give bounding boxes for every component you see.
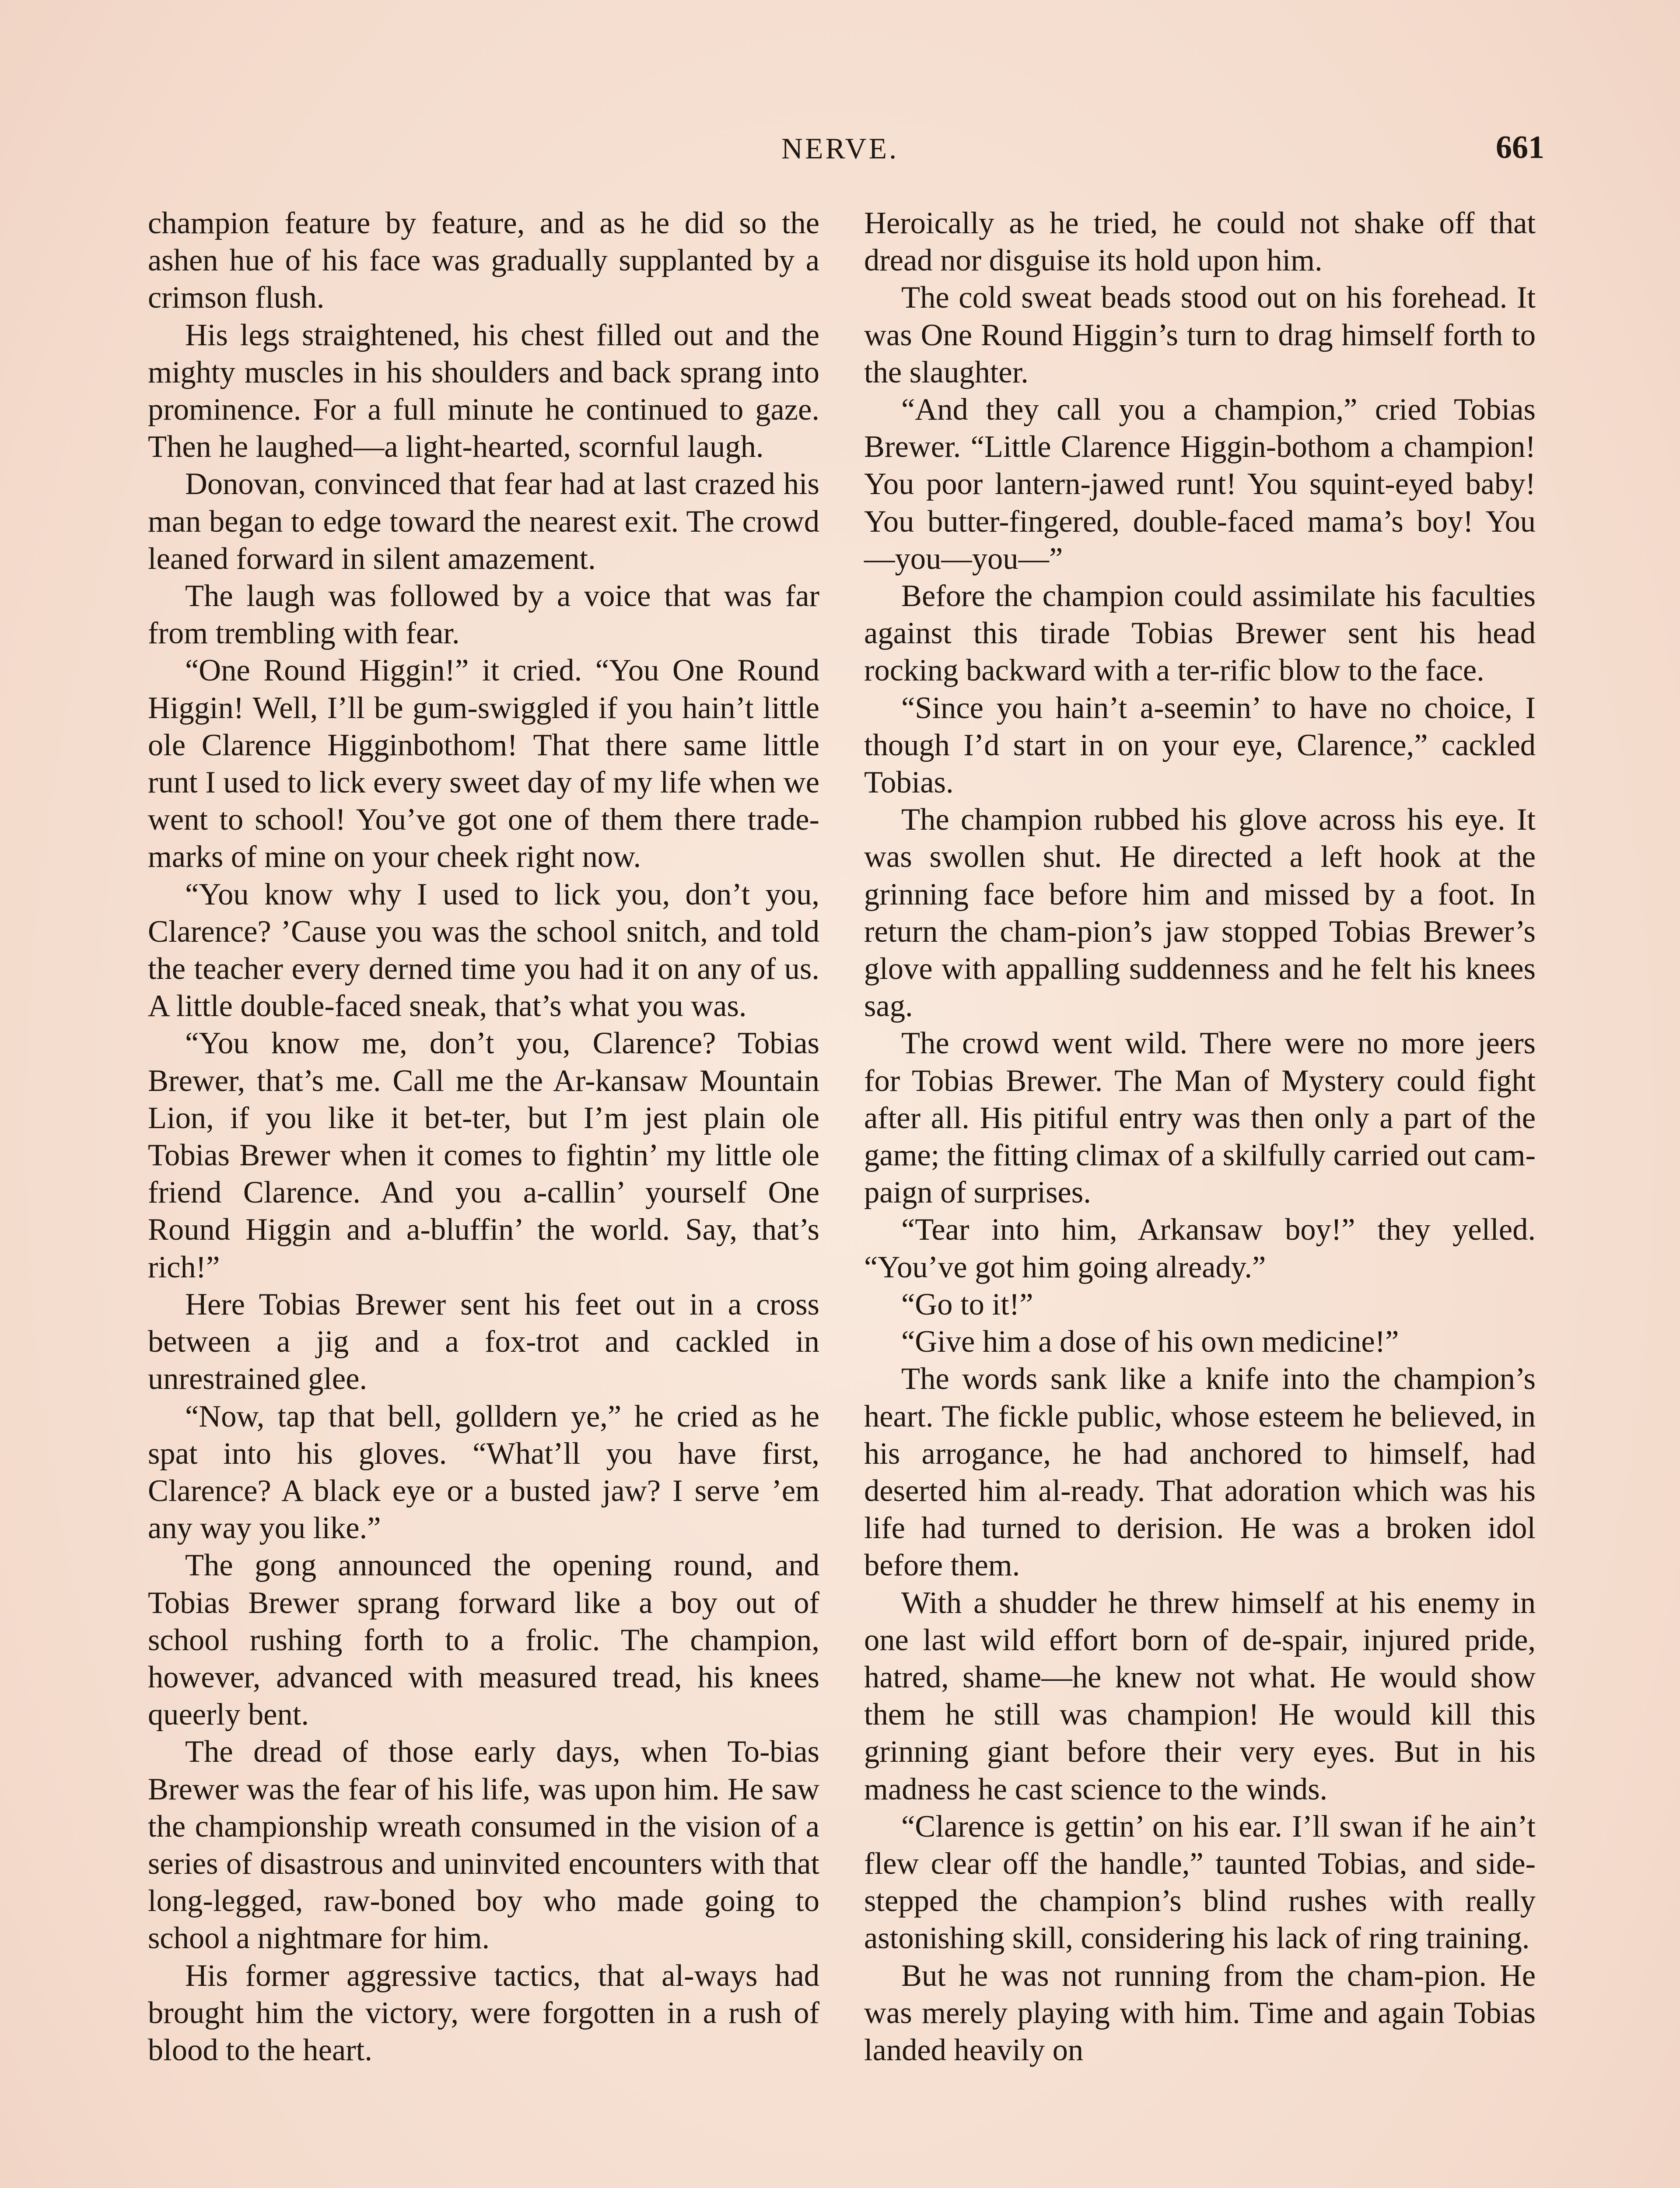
paragraph: “Tear into him, Arkansaw boy!” they yelled. “You’ve got him going already.”	[864, 1213, 1536, 1284]
left-column	[148, 205, 819, 2069]
paragraph: Here Tobias Brewer sent his feet out in a cross between a jig and a fox-trot and cackled in unrestrained glee.	[148, 1287, 819, 1396]
paragraph: “Go to it!”	[901, 1287, 1033, 1322]
paragraph: champion feature by feature, and as he did so the ashen hue of his face was gradually supplanted by a crimson flush.	[148, 206, 819, 315]
paragraph: Donovan, convinced that fear had at last crazed his man began to edge toward the nearest exit. The crowd leaned forward in silent amazement.	[148, 467, 819, 576]
paragraph: The crowd went wild. There were no more jeers for Tobias Brewer. The Man of Mystery could fight after all. His pitiful entry was then only a part of the game; the fitting climax of a skilfully carried out cam-paign of surprises.	[864, 1026, 1536, 1210]
page-number: 661	[1496, 130, 1544, 165]
paragraph: “One Round Higgin!” it cried. “You One Round Higgin! Well, I’ll be gum-swiggled if you hain’t little ole Clarence Higginbothom! That there same little runt I used to lick every sweet day of my life when we went to school! You’ve got one of them there trade-marks of mine on your cheek right now.	[148, 653, 819, 874]
paragraph: The gong announced the opening round, and Tobias Brewer sprang forward like a boy out of school rushing forth to a frolic. The champion, however, advanced with measured tread, his knees queerly bent.	[148, 1548, 819, 1732]
paragraph: His legs straightened, his chest filled out and the mighty muscles in his shoulders and back sprang into prominence. For a full minute he continued to gaze. Then he laughed—a light-hearted, scornful laugh.	[148, 318, 819, 464]
running-head-title: NERVE.	[781, 132, 899, 165]
paragraph: But he was not running from the cham-pion. He was merely playing with him. Time and again Tobias landed heavily on	[864, 1958, 1536, 2067]
paragraph: “You know me, don’t you, Clarence? Tobias Brewer, that’s me. Call me the Ar-kansaw Mountain Lion, if you like it bet-ter, but I’m jest plain ole Tobias Brewer when it comes to fightin’ my little ole friend Clarence. And you a-callin’ yourself One Round Higgin and a-bluffin’ the world. Say, that’s rich!”	[148, 1026, 819, 1284]
paragraph: The laugh was followed by a voice that was far from trembling with fear.	[148, 579, 819, 651]
paragraph: “Give him a dose of his own medicine!”	[901, 1325, 1399, 1359]
right-column	[864, 205, 1536, 2069]
paragraph: The dread of those early days, when To-bias Brewer was the fear of his life, was upon him. He saw the championship wreath consumed in the vision of a series of disastrous and uninvited encounters with that long-legged, raw-boned boy who made going to school a nightmare for him.	[148, 1735, 819, 1956]
paragraph: With a shudder he threw himself at his enemy in one last wild effort born of de-spair, injured pride, hatred, shame—he knew not what. He would show them he still was champion! He would kill this grinning giant before their very eyes. But in his madness he cast science to the winds.	[864, 1585, 1536, 1806]
paragraph: “You know why I used to lick you, don’t you, Clarence? ’Cause you was the school snitch, and told the teacher every derned time you had it on any of us. A little double-faced sneak, that’s what you was.	[148, 877, 819, 1024]
paragraph: His former aggressive tactics, that al-ways had brought him the victory, were forgotten in a rush of blood to the heart.	[148, 1958, 819, 2067]
paragraph: The words sank like a knife into the champion’s heart. The fickle public, whose esteem he believed, in his arrogance, he had anchored to himself, had deserted him al-ready. That adoration which was his life had turned to derision. He was a broken idol before them.	[864, 1362, 1536, 1583]
paragraph: The cold sweat beads stood out on his forehead. It was One Round Higgin’s turn to drag himself forth to the slaughter.	[864, 281, 1536, 389]
paragraph: “And they call you a champion,” cried Tobias Brewer. “Little Clarence Higgin-bothom a champion! You poor lantern-jawed runt! You squint-eyed baby! You butter-fingered, double-faced mama’s boy! You—you—you—”	[864, 393, 1536, 576]
paragraph: “Since you hain’t a-seemin’ to have no choice, I though I’d start in on your eye, Clarence,” cackled Tobias.	[864, 691, 1536, 800]
paragraph: Before the champion could assimilate his faculties against this tirade Tobias Brewer sent his head rocking backward with a ter-rific blow to the face.	[864, 579, 1536, 688]
paragraph: The champion rubbed his glove across his eye. It was swollen shut. He directed a left hook at the grinning face before him and missed by a foot. In return the cham-pion’s jaw stopped Tobias Brewer’s glove with appalling suddenness and he felt his knees sag.	[864, 803, 1536, 1024]
paragraph: “Clarence is gettin’ on his ear. I’ll swan if he ain’t flew clear off the handle,” taunted Tobias, and side-stepped the champion’s blind rushes with really astonishing skill, considering his lack of ring training.	[864, 1809, 1536, 1956]
paragraph: Heroically as he tried, he could not shake off that dread nor disguise its hold upon him.	[864, 206, 1536, 278]
paragraph: “Now, tap that bell, golldern ye,” he cried as he spat into his gloves. “What’ll you have first, Clarence? A black eye or a busted jaw? I serve ’em any way you like.”	[148, 1399, 819, 1546]
